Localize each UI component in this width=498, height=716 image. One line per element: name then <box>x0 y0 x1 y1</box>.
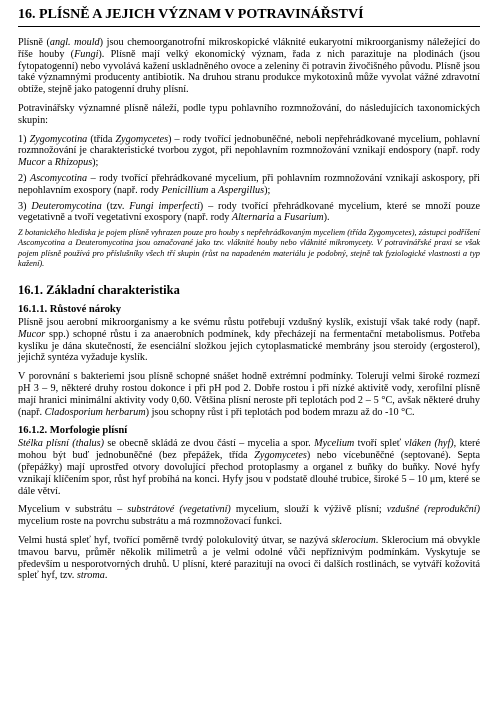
text-run-italic: Mucor <box>18 157 46 169</box>
text-run-italic: Stélka plísní (thalus) <box>18 438 105 450</box>
chapter-title: 16. PLÍSNĚ A JEJICH VÝZNAM V POTRAVINÁŘSTVÍ <box>18 6 480 27</box>
text-run: Plísně jsou aerobní mikroorganismy a ke svému růstu potřebují vzdušný kyslík, existují však také rody (např. <box>18 316 480 328</box>
taxon-name: Deuteromycotina <box>31 200 102 212</box>
text-run: ) jsou schopny růst i při teplotách pod bodem mrazu až do -10 °C. <box>145 406 415 418</box>
list-number: 1) <box>18 133 30 145</box>
morphology-paragraph-3 <box>18 535 480 582</box>
text-run-italic: Mucor <box>18 328 46 340</box>
text-run: ). Plísně mají velký ekonomický význam, řada z nich parazituje na plodinách (jsou fytopatogenní) nebo vyvolává kažení uskladněného ovoce a zeleniny či potravin živočišného původu. Plísně jsou také významnými producenty antibiotik. Na druhou stranu produkce mykotoxinů může vyvolat vážné zdravotní obtíže, stejně jako patogenní druhy plísní. <box>18 48 480 96</box>
text-run: ) – rody tvořící jednobuněčné, neboli nepřehrádkované mycelium, pohlavní rozmnožování je charakteristické tvorbou zygot, při nepohlavním rozmnožování vznikají endospory (např. rody <box>18 133 481 157</box>
text-run-italic: Fungi imperfecti <box>129 200 200 212</box>
text-run: spp.) schopné růstu i za anaerobních podmínek, kdy přecházejí na fermentační metabolismus. Potřeba kyslíku je dána skutečností, že esenciální složkou jejich cytoplasmatické membrány jsou steroidy (ergosterol), jejichž syntéza vyžaduje kyslík. <box>18 328 480 364</box>
text-run: , které mohou být buď jednobuněčné (bez přepážek, třída <box>18 438 480 462</box>
list-item <box>18 173 480 197</box>
text-run: . Sklerocium má obvykle tmavou barvu, průměr několik milimetrů a je velmi odolné vůči nepříznivým podmínkám. Vyskytuje se především u nesporotvorných druhů. U plísní, které parazitují na ovoci či dalších rostlinách, se vytváří kožovitá spleť hyf, tzv. <box>18 534 480 582</box>
list-number: 3) <box>18 200 32 212</box>
text-run-italic: Fusarium <box>283 212 324 224</box>
text-run-italic: Fungi <box>74 48 99 60</box>
growth-paragraph-1 <box>18 317 480 364</box>
text-run: a <box>274 212 284 224</box>
text-run: mycelium roste na povrchu substrátu a má rozmnožovací funkci. <box>18 516 282 528</box>
text-run: ) jsou chemoorganotrofní mikroskopické vláknité eukaryotní mikroorganismy náležející do říše houby ( <box>18 37 480 60</box>
text-run: – rody tvořící přehrádkované mycelium, při pohlavním rozmnožování vznikají askospory, při nepohlavním exospory (např. rody <box>18 172 480 196</box>
subsection-heading-growth: 16.1.1. Růstové nároky <box>18 303 122 315</box>
text-run: tvoří spleť <box>354 438 405 450</box>
text-run-italic: stroma <box>76 570 105 582</box>
subsection-heading-morphology: 16.1.2. Morfologie plísní <box>18 425 128 437</box>
list-item <box>18 201 480 225</box>
intro-paragraph-1 <box>18 37 480 96</box>
text-run-italic: Alternaria <box>231 212 275 224</box>
taxon-name: Ascomycotina <box>29 172 88 184</box>
taxonomic-group-list <box>18 134 480 225</box>
text-run: ); <box>92 157 99 169</box>
morphology-paragraph-1 <box>18 438 480 497</box>
text-run: Velmi hustá spleť hyf, tvořící poměrně tvrdý polokulovitý útvar, se nazývá <box>18 534 332 546</box>
text-run: (tzv. <box>101 200 130 212</box>
text-run-italic: vzdušné (reprodukční) <box>386 504 480 516</box>
text-run: . <box>104 570 108 582</box>
text-run: Mycelium v substrátu – <box>18 504 128 516</box>
text-run-italic: Rhizopus <box>54 157 93 169</box>
text-run: Plísně ( <box>18 37 50 48</box>
text-run: ); <box>264 184 271 196</box>
text-run: V porovnání s bakteriemi jsou plísně schopné snášet hodně extrémní podmínky. Tolerují velmi široké rozmezí pH 3 – 9, některé druhy rostou dokonce i při pH pod 2. Dobře rostou i při nízké aktivitě vody, xerofilní plísně mají hranici minimální aktivity vody 0,60. Většina plísní neroste při teplotách pod 2 – 5 °C, avšak některé druhy (např. <box>18 371 480 418</box>
text-run: ) nebo vícebuněčné (septované). Septa (přepážky) mají uprostřed otvory dovolující přechod protoplasmy a organel z buňky do buňky. Nové hyfy vznikají klíčením spor, růst hyf probíhá na konci. Hyfy jsou v podstatě dlouhé trubice, široké 5 – 10 μm, které se dále větví. <box>18 450 481 497</box>
text-run-italic: substrátové (vegetativní) <box>127 504 231 516</box>
text-run: ). <box>323 212 330 224</box>
morphology-paragraph-2 <box>18 504 480 528</box>
text-run: a <box>208 184 219 196</box>
section-heading: 16.1. Základní charakteristika <box>18 282 180 297</box>
text-run-italic: vláken (hyf) <box>404 438 454 450</box>
text-run-italic: sklerocium <box>331 534 376 546</box>
botanical-note: Z botanického hlediska je pojem plísně vyhrazen pouze pro houby s nepřehrádkovaným myceliem (třída Zygomycetes), zástupci podříšení Ascomycotina a Deuteromycotina jsou označované jako tzv. vláknité houby nebo vláknité mikromycety. V potravinářské praxi se však pojem plísně používá pro příslušníky všech tří skupin (růst na napadeném materiálu je podobný, stejně tak fyziologické vlastnosti a typ kažení). <box>18 228 480 268</box>
list-number: 2) <box>18 172 30 184</box>
text-run-italic: Aspergillus <box>218 184 265 196</box>
text-run: (třída <box>87 133 116 145</box>
text-run: ) – rody tvořící přehrádkované mycelium, které se množí pouze vegetativně a tvoří vegetativní exospory (např. rody <box>18 200 481 224</box>
text-run-italic: Cladosporium herbarum <box>44 406 146 418</box>
list-item <box>18 134 480 169</box>
text-run-italic: Zygomycetes <box>115 133 169 145</box>
text-run-italic: Penicillium <box>161 184 209 196</box>
text-run: a <box>45 157 55 169</box>
growth-paragraph-2 <box>18 371 480 418</box>
text-run-italic: Mycelium <box>314 438 355 450</box>
text-run: mycelium, slouží k výživě plísní; <box>230 504 387 516</box>
text-run: se obecně skládá ze dvou částí – mycelia a spor. <box>104 438 315 450</box>
text-run-italic: angl. mould <box>49 37 100 48</box>
intro-paragraph-2: Potravinářsky významné plísně náleží, podle typu pohlavního rozmnožování, do následujících taxonomických skupin: <box>18 102 480 126</box>
taxon-name: Zygomycotina <box>29 133 88 145</box>
text-run-italic: Zygomycetes <box>254 450 307 462</box>
